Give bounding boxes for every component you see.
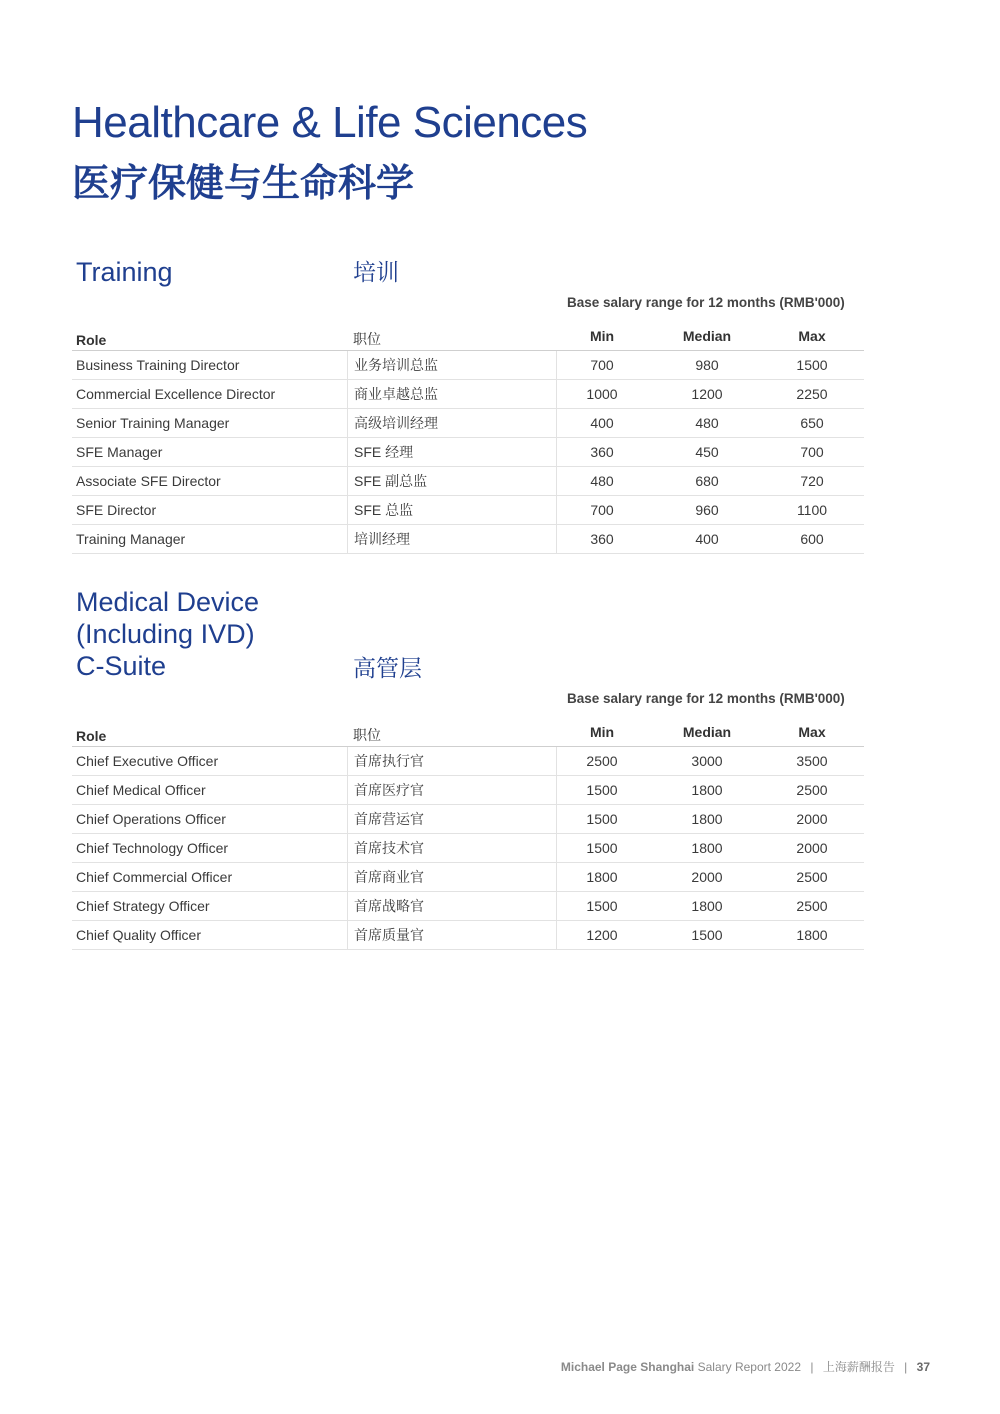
- max-column-header: Max: [798, 328, 826, 344]
- training-title-chinese: 培训: [353, 259, 399, 285]
- max-cell: 700: [800, 444, 824, 460]
- max-cell: 2500: [796, 782, 828, 798]
- table-header: [72, 318, 864, 351]
- median-cell: 1200: [691, 386, 723, 402]
- role-zh-cell: 培训经理: [347, 525, 557, 553]
- role-zh-cell: 首席战略官: [347, 892, 557, 920]
- role-cell: Chief Medical Officer: [76, 782, 206, 798]
- medical-device-title-line: C-Suite: [76, 651, 167, 681]
- page-title-chinese: 医疗保健与生命科学: [72, 163, 415, 205]
- median-cell: 980: [695, 357, 719, 373]
- role-zh-cell: 首席执行官: [347, 747, 557, 775]
- min-cell: 700: [590, 357, 614, 373]
- role-zh-cell: 商业卓越总监: [347, 380, 557, 408]
- training-section-header: [72, 254, 864, 288]
- median-column-header: Median: [682, 328, 732, 344]
- role-cell: Chief Executive Officer: [76, 753, 219, 769]
- median-cell: 1800: [691, 840, 723, 856]
- role-column-header: Role: [76, 728, 107, 744]
- role-zh-cell: 首席质量官: [347, 921, 557, 949]
- table-row: [72, 863, 864, 892]
- table-row: [72, 921, 864, 950]
- median-cell: 1500: [691, 927, 723, 943]
- role-zh-cell: SFE 总监: [347, 496, 557, 524]
- role-cell: Associate SFE Director: [76, 473, 221, 489]
- role-cell: Chief Technology Officer: [76, 840, 229, 856]
- table-row: [72, 496, 864, 525]
- min-column-header: Min: [589, 724, 615, 740]
- table-row: [72, 351, 864, 380]
- table-row: [72, 747, 864, 776]
- min-cell: 480: [590, 473, 614, 489]
- max-cell: 650: [800, 415, 824, 431]
- footer-report-title-chinese: 上海薪酬报告: [822, 1360, 895, 1374]
- role-column-header: Role: [76, 332, 107, 348]
- max-cell: 1800: [796, 927, 828, 943]
- max-cell: 2000: [796, 840, 828, 856]
- table-row: [72, 834, 864, 863]
- max-cell: 720: [800, 473, 824, 489]
- min-cell: 1500: [586, 898, 618, 914]
- max-cell: 2500: [796, 898, 828, 914]
- role-zh-cell: 首席营运官: [347, 805, 557, 833]
- footer-report-title: Salary Report 2022: [697, 1360, 801, 1374]
- medical-device-section-header: [72, 586, 864, 684]
- min-cell: 2500: [586, 753, 618, 769]
- page-title: Healthcare & Life Sciences: [72, 98, 588, 147]
- median-cell: 480: [695, 415, 719, 431]
- footer-brand: Michael Page Shanghai: [560, 1360, 695, 1374]
- role-zh-column-header: 职位: [353, 727, 381, 743]
- median-cell: 2000: [691, 869, 723, 885]
- table-row: [72, 438, 864, 467]
- table-row: [72, 467, 864, 496]
- role-cell: Chief Operations Officer: [76, 811, 226, 827]
- min-cell: 1500: [586, 811, 618, 827]
- min-cell: 400: [590, 415, 614, 431]
- min-cell: 700: [590, 502, 614, 518]
- training-title: Training: [76, 257, 173, 287]
- min-column-header: Min: [589, 328, 615, 344]
- role-cell: Commercial Excellence Director: [76, 386, 276, 402]
- page-footer: [561, 1358, 930, 1375]
- min-cell: 1800: [586, 869, 618, 885]
- role-cell: SFE Manager: [76, 444, 163, 460]
- max-cell: 2000: [796, 811, 828, 827]
- median-column-header: Median: [682, 724, 732, 740]
- min-cell: 1500: [586, 840, 618, 856]
- max-cell: 3500: [796, 753, 828, 769]
- role-zh-cell: 首席医疗官: [347, 776, 557, 804]
- role-zh-column-header: 职位: [353, 331, 381, 347]
- table-row: [72, 409, 864, 438]
- table-row: [72, 380, 864, 409]
- max-cell: 1500: [796, 357, 828, 373]
- max-cell: 2500: [796, 869, 828, 885]
- role-cell: Business Training Director: [76, 357, 240, 373]
- training-section: [72, 254, 864, 554]
- median-cell: 1800: [691, 898, 723, 914]
- role-cell: Chief Strategy Officer: [76, 898, 210, 914]
- median-cell: 1800: [691, 782, 723, 798]
- role-cell: Chief Quality Officer: [76, 927, 202, 943]
- median-cell: 960: [695, 502, 719, 518]
- medical-device-section: [72, 586, 864, 950]
- table-row: [72, 805, 864, 834]
- max-column-header: Max: [798, 724, 826, 740]
- min-cell: 1200: [586, 927, 618, 943]
- max-cell: 1100: [796, 502, 828, 518]
- role-zh-cell: SFE 副总监: [347, 467, 557, 495]
- role-zh-cell: SFE 经理: [347, 438, 557, 466]
- page-number: 37: [916, 1360, 930, 1374]
- min-cell: 360: [590, 531, 614, 547]
- salary-range-caption: Base salary range for 12 months (RMB'000): [567, 691, 845, 706]
- medical-device-title-line: (Including IVD): [76, 619, 255, 649]
- role-cell: Chief Commercial Officer: [76, 869, 233, 885]
- medical-device-title: [76, 586, 259, 682]
- median-cell: 3000: [691, 753, 723, 769]
- min-cell: 1500: [586, 782, 618, 798]
- median-cell: 400: [695, 531, 719, 547]
- role-zh-cell: 首席技术官: [347, 834, 557, 862]
- role-zh-cell: 业务培训总监: [347, 351, 557, 379]
- role-cell: Training Manager: [76, 531, 186, 547]
- role-zh-cell: 首席商业官: [347, 863, 557, 891]
- table-row: [72, 892, 864, 921]
- medical-device-title-line: Medical Device: [76, 587, 260, 617]
- min-cell: 360: [590, 444, 614, 460]
- salary-range-caption: Base salary range for 12 months (RMB'000): [567, 295, 845, 310]
- min-cell: 1000: [586, 386, 618, 402]
- medical-device-title-chinese: 高管层: [353, 655, 422, 681]
- role-cell: SFE Director: [76, 502, 157, 518]
- median-cell: 1800: [691, 811, 723, 827]
- table-row: [72, 776, 864, 805]
- max-cell: 600: [800, 531, 824, 547]
- footer-separator: |: [904, 1360, 908, 1374]
- footer-separator: |: [810, 1360, 814, 1374]
- table-header: [72, 714, 864, 747]
- role-zh-cell: 高级培训经理: [347, 409, 557, 437]
- median-cell: 680: [695, 473, 719, 489]
- median-cell: 450: [695, 444, 719, 460]
- max-cell: 2250: [796, 386, 828, 402]
- role-cell: Senior Training Manager: [76, 415, 230, 431]
- table-row: [72, 525, 864, 554]
